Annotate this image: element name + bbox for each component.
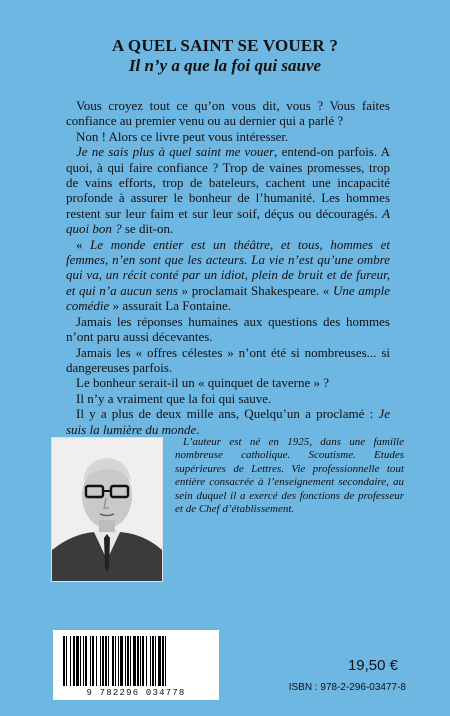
barcode-bar (112, 636, 114, 686)
barcode-bar (102, 636, 104, 686)
paragraph (66, 406, 390, 437)
paragraph: Il n’y a vraiment que la foi qui sauve. (76, 390, 272, 406)
paragraph: Le bonheur serait-il un « quinquet de taverne » ? (76, 375, 330, 391)
quote-shakespeare: Le monde entier est un théâtre, et tous, hommes et femmes, n’en sont que les acteurs. La vie n’est qu’une ombre qui va, un récit conté par un idiot, plein de bruit et de fureur, et qui n’a aucun sens (66, 236, 390, 298)
italic-phrase: Je ne sais plus à quel saint me vouer (76, 144, 275, 160)
barcode-bar (100, 636, 101, 686)
text-run: . (196, 421, 200, 437)
paragraph: Vous croyez tout ce qu’on vous dit, vous ? Vous faites confiance au premier venu ou au dernier qui a parlé ? (66, 98, 390, 129)
barcode-bar (85, 636, 87, 686)
barcode-bar (96, 636, 97, 686)
barcode-bar (105, 636, 107, 686)
paragraph (66, 144, 390, 236)
barcode-bar (118, 636, 119, 686)
barcode-bar (92, 636, 94, 686)
paragraph (66, 237, 390, 314)
barcode-bar (152, 636, 154, 686)
text-run: » proclamait Shakespeare. « (178, 282, 333, 298)
barcode-bar (140, 636, 141, 686)
barcode-digits: 9 782296 034778 (86, 688, 186, 698)
author-portrait-drawing (52, 438, 162, 581)
isbn: ISBN : 978-2-296-03477-8 (288, 682, 406, 693)
barcode-bar (108, 636, 109, 686)
italic-phrase: Je suis la lumière du monde (66, 406, 390, 437)
barcode-bar (76, 636, 79, 686)
barcode-bar (137, 636, 139, 686)
barcode (53, 630, 219, 700)
barcode-bar (150, 636, 151, 686)
price: 19,50 € (347, 657, 398, 674)
barcode-bar (165, 636, 166, 686)
paragraph: Jamais les « offres célestes » n’ont été si nombreuses... si dangereuses parfois. (66, 344, 390, 375)
barcode-bars (63, 636, 209, 686)
barcode-bar (146, 636, 147, 686)
barcode-bar (158, 636, 161, 686)
barcode-bar (130, 636, 131, 686)
barcode-bar (125, 636, 126, 686)
text-run: » assurait La Fontaine. (109, 298, 231, 314)
barcode-bar (162, 636, 164, 686)
text-run: Il y a plus de deux mille ans, Quelqu’un a proclamé : (76, 406, 379, 422)
barcode-bar (66, 636, 67, 686)
barcode-bar (83, 636, 84, 686)
book-title: A QUEL SAINT SE VOUER ? (111, 36, 339, 55)
barcode-bar (133, 636, 136, 686)
italic-phrase: A quoi bon ? (66, 205, 391, 237)
barcode-bar (127, 636, 129, 686)
barcode-bar (120, 636, 123, 686)
barcode-bar (90, 636, 91, 686)
barcode-bar (63, 636, 65, 686)
barcode-bar (115, 636, 116, 686)
author-bio: L’auteur est né en 1925, dans une famille nombreuse catholique. Scoutisme. Etudes supérieures de Lettres. Vie professionnelle tout entière consacrée à l’enseignement secondaire, au sein duquel il a exercé des fonctions de professeur et de Chef d’établissement. (175, 436, 404, 516)
text-run: se dit-on. (121, 221, 174, 237)
paragraph: Non ! Alors ce livre peut vous intéresser. (76, 128, 289, 144)
barcode-bar (73, 636, 75, 686)
paragraph: Jamais les réponses humaines aux questions des hommes n’ont paru aussi décevantes. (66, 313, 390, 345)
barcode-bar (80, 636, 81, 686)
back-cover-text (66, 98, 390, 452)
barcode-bar (155, 636, 156, 686)
author-photo (51, 437, 163, 582)
book-subtitle: Il n’y a que la foi qui sauve (128, 56, 322, 75)
text-run: , entend-on parfois. A quoi, à qui faire confiance ? Trop de vaines promesses, trop de vains efforts, trop de bateleurs, cachent une incapacité profonde à assurer le bonheur de l’humanité. Les hommes restent sur leur faim et sur leur soif, déçus ou découragés. (66, 144, 390, 221)
text-run: « (76, 236, 91, 252)
barcode-bar (70, 636, 71, 686)
quote-la-fontaine: Une ample comédie (66, 282, 390, 314)
barcode-bar (142, 636, 144, 686)
